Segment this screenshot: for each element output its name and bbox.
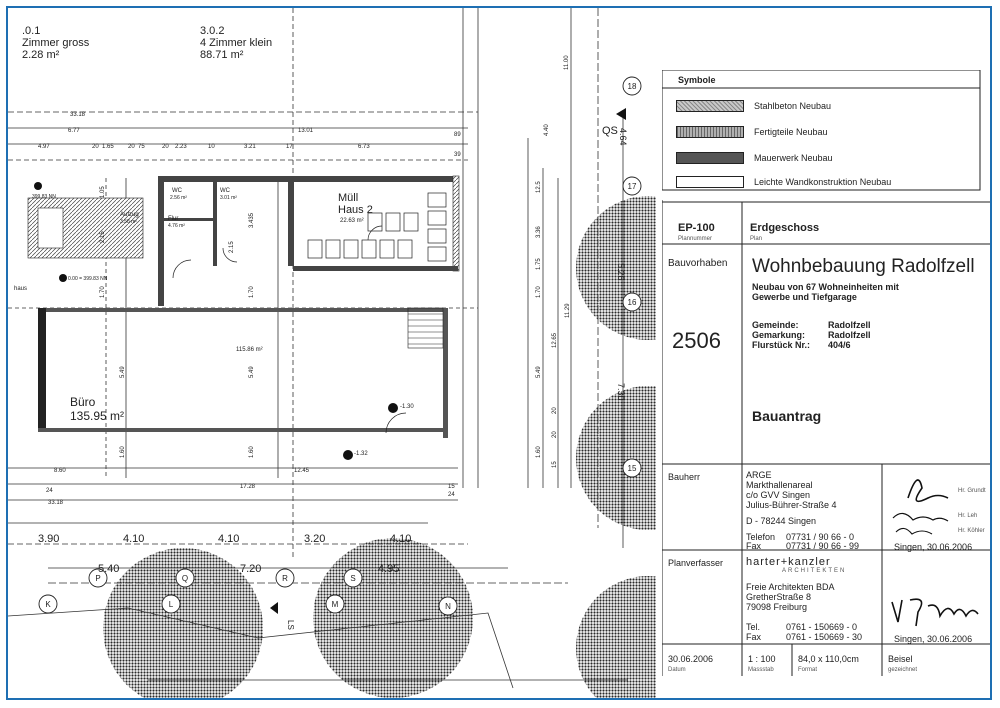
room-haus2: Haus 2	[338, 204, 373, 216]
dim-top: 10	[208, 144, 215, 150]
grid-distance: 3.20	[304, 533, 326, 545]
plan-name: Erdgeschoss	[750, 222, 820, 234]
sign-date-1: Singen, 30.06.2006	[894, 542, 973, 552]
section-label-ls: LS	[286, 620, 295, 630]
gemarkung-value: Radolfzell	[828, 330, 871, 340]
room-aufzug: Aufzug	[120, 212, 139, 218]
firm-sub: ARCHITEKTEN	[782, 568, 847, 574]
dim-vertical: 20	[552, 431, 558, 438]
room-flur: Flur	[168, 216, 179, 222]
dim-vertical: 5.49	[120, 366, 126, 378]
grid-label: L	[168, 600, 174, 609]
gemeinde-label: Gemeinde:	[752, 320, 799, 330]
room-wc: WC	[172, 188, 182, 194]
grid-label: M	[331, 600, 339, 609]
dim-top: 6.77	[68, 128, 80, 134]
bauherr-line: c/o GVV Singen	[746, 490, 811, 500]
unit1-id: .0.1	[22, 25, 41, 37]
grid-label: 18	[627, 82, 637, 91]
scale-caption: Massstab	[748, 667, 774, 673]
ffax-value: 0761 - 150669 - 30	[786, 632, 863, 642]
dim-top: 75	[138, 144, 145, 150]
dim-top: 13.01	[298, 128, 314, 134]
firm-line: Freie Architekten BDA	[746, 582, 835, 592]
dim-bottom: 17.28	[240, 484, 256, 490]
planverfasser-label: Planverfasser	[668, 558, 724, 568]
room-aufzug-area: 3.58 m²	[120, 219, 137, 225]
grid-label: N	[445, 602, 451, 611]
top-dimensions	[38, 55, 570, 158]
dim-top: 20	[128, 144, 135, 150]
dim-vertical: 15	[552, 461, 558, 468]
bauvorhaben-label: Bauvorhaben	[668, 258, 728, 269]
bauantrag-label: Bauantrag	[752, 408, 822, 424]
dim-bottom: 24	[46, 488, 53, 494]
grid-distance: 4.10	[390, 533, 412, 545]
dim-top: 89	[454, 132, 461, 138]
level-1: 399.83 NN	[32, 194, 56, 200]
room-buero-area: 135.95 m²	[70, 409, 125, 423]
symbol-swatch-fertigteile	[676, 126, 744, 138]
dim-vertical: 5.49	[536, 366, 542, 378]
symbol-label: Stahlbeton Neubau	[754, 101, 832, 111]
symbol-swatch-stahlbeton	[676, 100, 744, 112]
date-value: 30.06.2006	[668, 654, 714, 664]
stair	[408, 308, 443, 348]
unit1-area: 2.28 m²	[22, 49, 60, 61]
fax-value: 07731 / 90 66 - 99	[786, 541, 860, 551]
symbol-swatch-leicht	[676, 176, 744, 188]
dim-vertical: 1.75	[536, 258, 542, 270]
grid-label: K	[45, 600, 51, 609]
grid-label: R	[282, 574, 288, 583]
sig-caption: Hr. Köhler	[958, 528, 985, 534]
dim-vertical: 1.70	[100, 286, 106, 298]
project-number: 2506	[672, 328, 721, 353]
bauherr-line: Markthallenareal	[746, 480, 813, 490]
unit-labels	[22, 25, 272, 61]
grid-distance: 4.10	[218, 533, 240, 545]
scale-value: 1 : 100	[748, 654, 776, 664]
tel-label: Telefon	[746, 532, 776, 542]
dim-top: 20	[92, 144, 99, 150]
dim-top: 3.21	[244, 144, 256, 150]
plan-caption: Plan	[750, 236, 763, 242]
dim-vertical: 1.70	[249, 286, 255, 298]
dim-vertical: 7.30	[616, 383, 626, 401]
title-block	[662, 70, 992, 680]
unit2-area: 88.71 m²	[200, 49, 244, 61]
tel-value: 07731 / 90 66 - 0	[786, 532, 855, 542]
dim-vertical: 12.5	[536, 181, 542, 193]
dim-vertical: 1.60	[536, 446, 542, 458]
date-caption: Datum	[668, 667, 686, 673]
dim-vertical: 20	[552, 407, 558, 414]
dim-vertical: 3.435	[249, 212, 255, 228]
dim-bottom: 8.60	[54, 468, 66, 474]
plan-number-caption: Plannummer	[678, 236, 713, 242]
dim-vertical: 5.49	[249, 366, 255, 378]
room-muell: Müll	[338, 192, 359, 204]
dim-vertical: 5.26	[616, 263, 626, 281]
dim-vertical: 4.64	[618, 128, 628, 146]
symbol-label: Mauerwerk Neubau	[754, 153, 833, 163]
firm-line: 79098 Freiburg	[746, 602, 808, 612]
grid-axis-labels	[45, 82, 637, 611]
dim-vertical: 1.05	[100, 186, 106, 198]
unit2-id: 3.0.2	[200, 25, 225, 37]
bauherr-line: Julius-Bührer-Straße 4	[746, 500, 837, 510]
grid-label: 15	[627, 464, 637, 473]
section-label-qs: QS	[602, 125, 618, 137]
signature-planverfasser	[888, 592, 988, 632]
room-buero: Büro	[70, 395, 96, 409]
room-main-area: 115.86 m²	[236, 347, 263, 353]
dimension-lines-vertical	[8, 8, 623, 558]
dim-vertical: 11.29	[565, 303, 571, 318]
room-wc-area: 2.56 m²	[170, 195, 187, 201]
project-title: Wohnbebauung Radolfzell	[752, 256, 975, 277]
dim-top: 1.65	[102, 144, 114, 150]
format-caption: Format	[798, 667, 818, 673]
dim-bottom: 12.45	[294, 468, 310, 474]
dim-top: 39	[454, 152, 461, 158]
ftel-value: 0761 - 150669 - 0	[786, 622, 858, 632]
level-3: -1.30	[400, 404, 414, 410]
project-desc-1: Neubau von 67 Wohneinheiten mit	[752, 282, 899, 292]
project-desc-2: Gewerbe und Tiefgarage	[752, 292, 857, 302]
grid-label: P	[95, 574, 101, 583]
gemarkung-label: Gemarkung:	[752, 330, 806, 340]
dim-vertical: 12.65	[552, 332, 558, 348]
flurstueck-label: Flurstück Nr.:	[752, 340, 811, 350]
dim-top: 33.18	[70, 112, 86, 118]
symbol-label: Fertigteile Neubau	[754, 127, 828, 137]
grid-distance: 3.90	[38, 533, 60, 545]
dim-top: 20	[162, 144, 169, 150]
tree-canopies	[103, 196, 720, 700]
grid-label: S	[350, 574, 356, 583]
bauherr-line: ARGE	[746, 470, 772, 480]
fax-label: Fax	[746, 541, 762, 551]
ffax-label: Fax	[746, 632, 762, 642]
room-haus: haus	[14, 286, 28, 292]
sig-caption: Hr. Leh	[958, 513, 978, 519]
room-muell-area: 22.63 m²	[340, 218, 364, 224]
bauherr-line: D - 78244 Singen	[746, 516, 817, 526]
symbol-label: Leichte Wandkonstruktion Neubau	[754, 177, 892, 187]
grid-distance-2: 4.95	[378, 563, 400, 575]
flurstueck-value: 404/6	[828, 340, 851, 350]
dim-top: 4.97	[38, 144, 50, 150]
firm-line: GretherStraße 8	[746, 592, 812, 602]
dim-top: 6.73	[358, 144, 370, 150]
dim-vertical: 2.15	[229, 241, 235, 253]
dim-bottom: 15	[448, 484, 455, 490]
grid-label: 17	[627, 182, 637, 191]
grid-distance-2: 5.40	[98, 563, 120, 575]
dim-top: 11.00	[564, 55, 570, 70]
sig-caption: Hr. Grundt	[958, 488, 986, 494]
room-wc2: WC	[220, 188, 230, 194]
grid-distance: 4.10	[123, 533, 145, 545]
format-value: 84,0 x 110,0cm	[798, 654, 859, 664]
grid-label: Q	[181, 574, 189, 583]
unit2-name: 4 Zimmer klein	[200, 37, 273, 49]
unit1-name: Zimmer gross	[22, 37, 90, 49]
dim-top: 17	[286, 144, 293, 150]
drawing-frame	[6, 6, 992, 700]
symbols-header: Symbole	[678, 75, 716, 85]
dim-vertical: 1.60	[249, 446, 255, 458]
bauherr-label: Bauherr	[668, 472, 701, 482]
room-wc2-area: 3.01 m²	[220, 195, 237, 201]
drawn-by: Beisel	[888, 654, 913, 664]
dim-vertical: 2.15	[100, 231, 106, 243]
room-flur-area: 4.76 m²	[168, 223, 185, 229]
dim-bottom: 24	[448, 492, 455, 498]
ftel-label: Tel.	[746, 622, 761, 632]
firm-name: harter+kanzler	[746, 556, 831, 568]
level-2: 0.00 = 399.83 NN	[68, 276, 108, 282]
gemeinde-value: Radolfzell	[828, 320, 871, 330]
dim-bottom: 33.18	[48, 500, 64, 506]
dim-top: 2.23	[175, 144, 187, 150]
grid-label: 16	[627, 298, 637, 307]
sign-date-2: Singen, 30.06.2006	[894, 634, 973, 644]
level-4: -1.32	[354, 451, 368, 457]
grid-distance-2: 7.20	[240, 563, 262, 575]
dim-top: 4.40	[544, 124, 550, 136]
dim-vertical: 1.70	[536, 286, 542, 298]
dim-vertical: 1.60	[120, 446, 126, 458]
drawn-caption: gezeichnet	[888, 667, 918, 673]
dim-vertical: 3.36	[536, 226, 542, 238]
plan-number: EP-100	[678, 222, 715, 234]
symbol-swatch-mauerwerk	[676, 152, 744, 164]
